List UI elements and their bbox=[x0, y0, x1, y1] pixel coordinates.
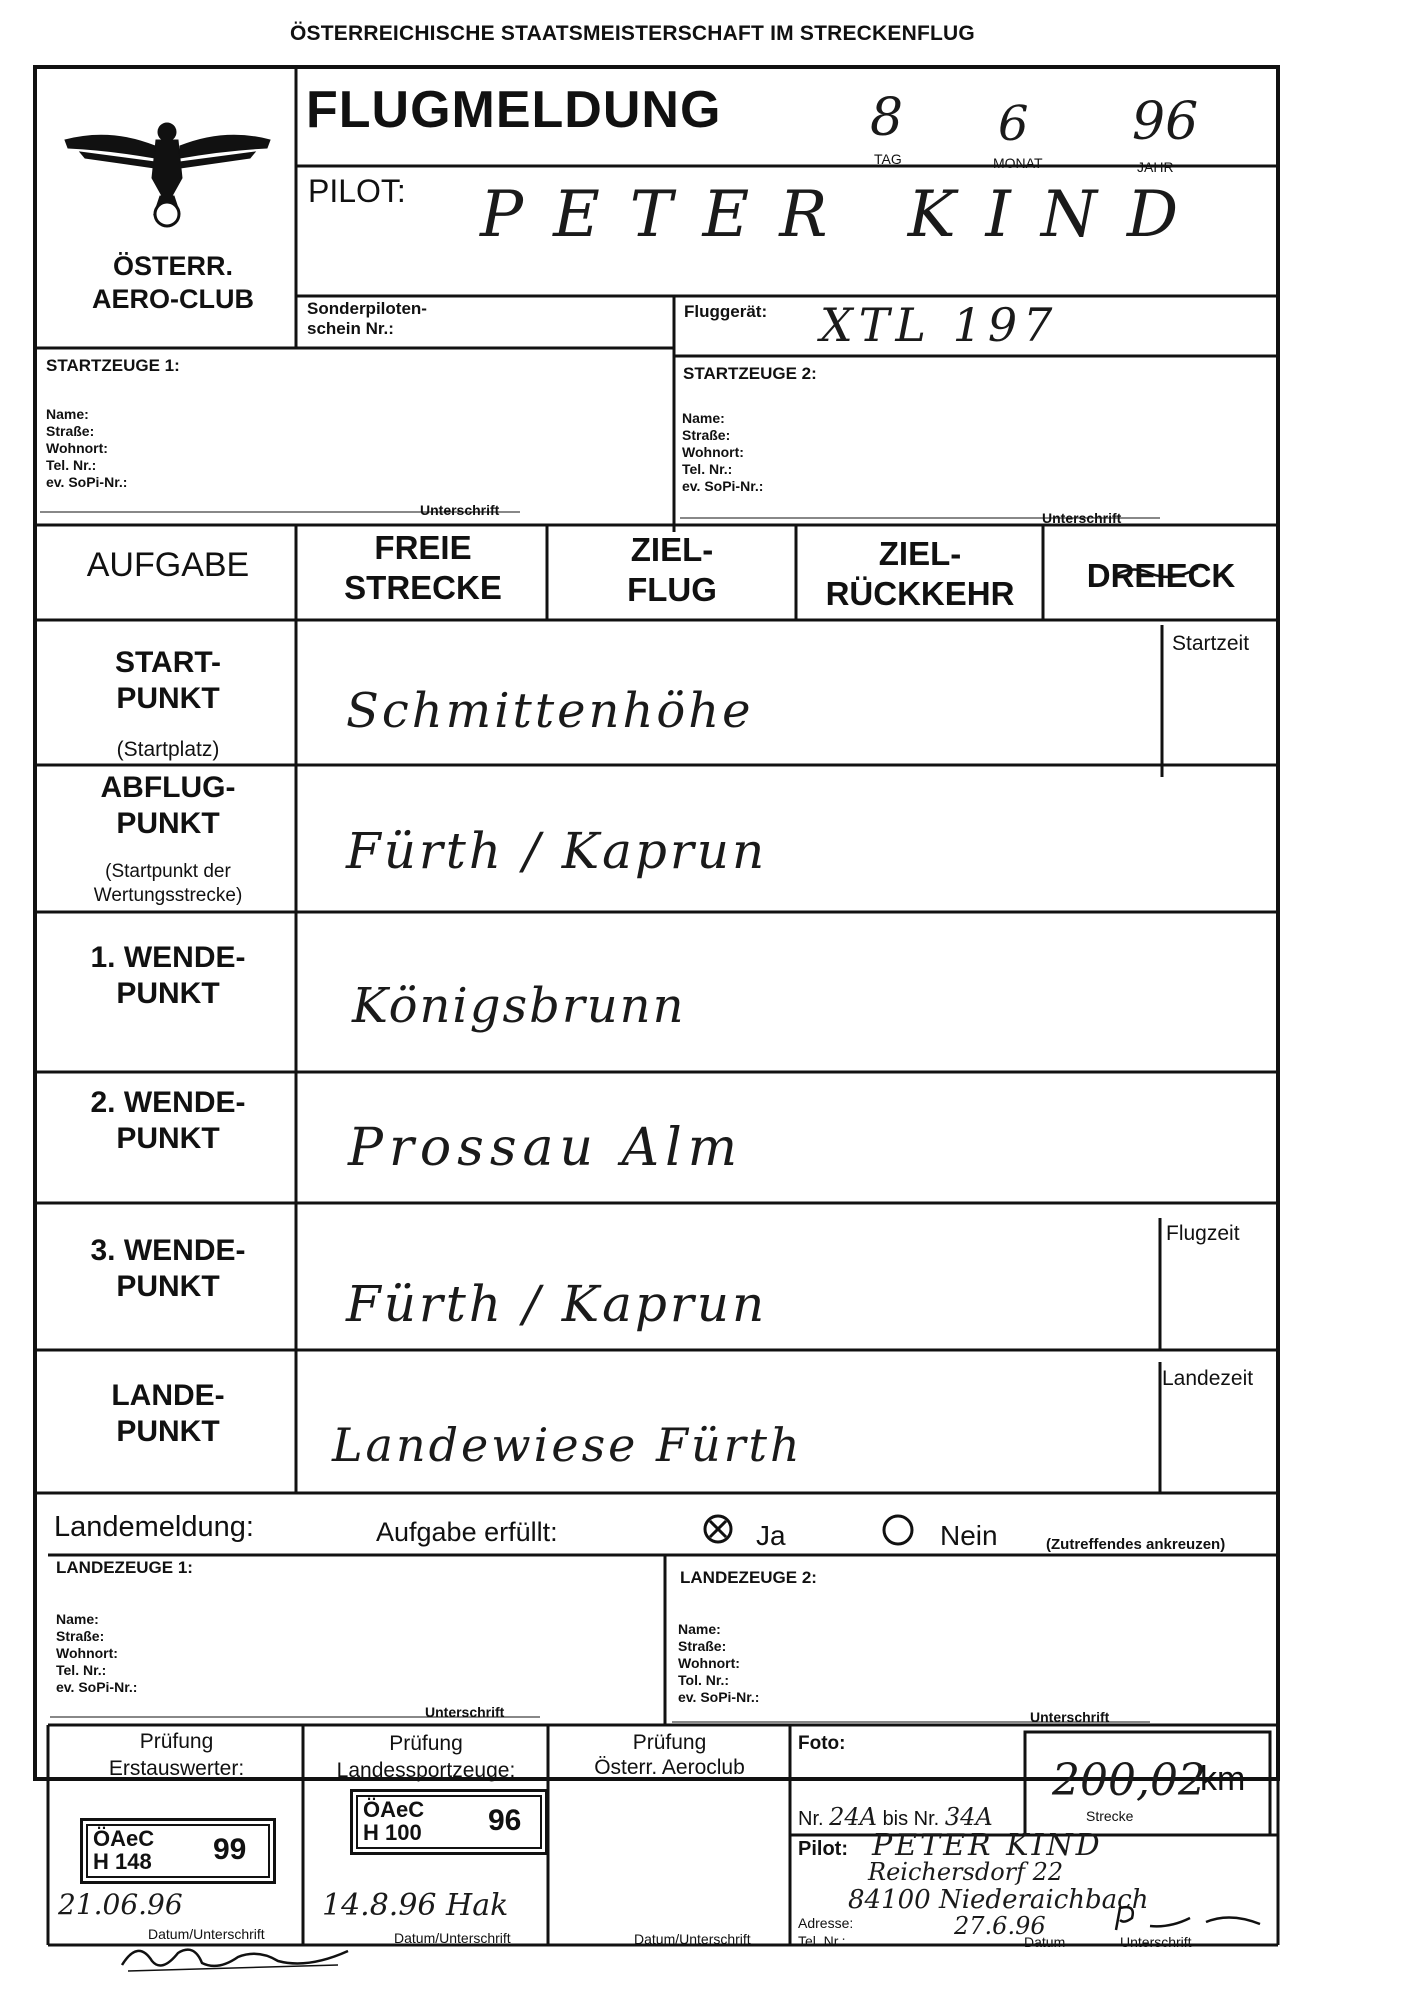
landezeuge1-field-sopi: ev. SoPi-Nr.: bbox=[56, 1679, 138, 1695]
wende1-label bbox=[40, 940, 296, 1012]
sonder-label-line2: schein Nr.: bbox=[307, 319, 394, 338]
strecke-label: Strecke bbox=[1086, 1808, 1134, 1824]
pruefung-lsz-line1: Prüfung bbox=[389, 1732, 463, 1755]
landezeuge2-field-strasse: Straße: bbox=[678, 1638, 727, 1654]
dreieck-checkmark-icon bbox=[1112, 562, 1202, 584]
landepunkt-label bbox=[40, 1378, 296, 1450]
ja-checkbox-checked-icon[interactable] bbox=[701, 1512, 735, 1546]
landezeuge2-field-sopi: ev. SoPi-Nr.: bbox=[678, 1689, 760, 1705]
startzeuge2-signature-label: Unterschrift bbox=[1042, 510, 1122, 526]
eagle-logo-icon bbox=[60, 118, 275, 238]
startzeuge2-field-strasse: Straße: bbox=[682, 427, 731, 443]
championship-title: ÖSTERREICHISCHE STAATSMEISTERSCHAFT IM STRECKENFLUG bbox=[290, 22, 975, 45]
abflugpunkt-sub-line1: (Startpunkt der bbox=[105, 861, 231, 882]
startzeuge1-field-name: Name: bbox=[46, 406, 89, 422]
datum-label: Datum bbox=[1024, 1934, 1066, 1950]
startzeuge2-field-tel: Tel. Nr.: bbox=[682, 461, 733, 477]
startzeuge1-field-tel: Tel. Nr.: bbox=[46, 457, 97, 473]
startzeuge1-signature-label: Unterschrift bbox=[420, 502, 500, 518]
date-month-label: MONAT bbox=[993, 155, 1043, 171]
distance-value: 200,02 bbox=[1052, 1755, 1206, 1806]
date-month-value: 6 bbox=[998, 96, 1029, 152]
landezeuge2-field-wohnort: Wohnort: bbox=[678, 1655, 740, 1671]
adresse-label: Adresse: bbox=[798, 1915, 854, 1931]
aufgabe-erfuellt-label: Aufgabe erfüllt: bbox=[376, 1517, 558, 1547]
wende2-value: Prossau Alm bbox=[348, 1118, 744, 1178]
startzeuge1-field-strasse: Straße: bbox=[46, 423, 95, 439]
sonderpilotenschein-label bbox=[307, 299, 427, 339]
wende2-label-line1: 2. WENDE- bbox=[90, 1086, 246, 1119]
foto-bis-label: bis Nr. bbox=[882, 1808, 940, 1830]
pilot-name-value: PETER KIND bbox=[480, 178, 1209, 252]
aufgabe-label: AUFGABE bbox=[86, 546, 250, 584]
startzeuge1-fields bbox=[46, 406, 127, 491]
foto-nr-to: 34A bbox=[944, 1803, 993, 1831]
startzeuge2-field-wohnort: Wohnort: bbox=[682, 444, 744, 460]
startpunkt-value: Schmittenhöhe bbox=[346, 683, 754, 739]
wende2-label bbox=[40, 1085, 296, 1157]
abflugpunkt-sub bbox=[40, 860, 296, 908]
club-name-line1: ÖSTERR. bbox=[112, 251, 233, 281]
erstauswerter-date: 21.06.96 bbox=[58, 1888, 183, 1921]
erst-datum-unterschrift-label: Datum/Unterschrift bbox=[148, 1926, 265, 1942]
landessportzeuge-date: 14.8.96 Hak bbox=[322, 1888, 509, 1923]
landezeuge2-signature-label: Unterschrift bbox=[1030, 1709, 1110, 1725]
startzeuge2-fields bbox=[682, 410, 763, 495]
foto-label: Foto: bbox=[798, 1733, 846, 1754]
unterschrift-label: Unterschrift bbox=[1120, 1934, 1192, 1950]
abflugpunkt-value: Fürth / Kaprun bbox=[346, 822, 768, 880]
startzeuge1-field-wohnort: Wohnort: bbox=[46, 440, 108, 456]
landepunkt-label-line2: PUNKT bbox=[116, 1415, 220, 1448]
aufgabe-option-dreieck: DREIECK bbox=[1086, 557, 1236, 594]
fluggeraet-label: Fluggerät: bbox=[684, 302, 768, 321]
pruefung-oeac-line1: Prüfung bbox=[632, 1731, 707, 1754]
stamp2-line1: ÖAeC bbox=[363, 1797, 425, 1822]
fluggeraet-value: XTL 197 bbox=[820, 298, 1059, 352]
startpunkt-label-line2: PUNKT bbox=[116, 682, 220, 715]
landezeuge1-field-name: Name: bbox=[56, 1611, 99, 1627]
oeac-datum-unterschrift-label: Datum/Unterschrift bbox=[634, 1931, 751, 1947]
startzeuge2-title: STARTZEUGE 2: bbox=[683, 364, 817, 383]
stamp1-line1: ÖAeC bbox=[93, 1826, 155, 1851]
aufgabe-opt2-line2: FLUG bbox=[627, 571, 717, 608]
wende3-label-line2: PUNKT bbox=[116, 1270, 220, 1303]
pruefung-landessportzeuge-label bbox=[304, 1730, 548, 1784]
pruefung-erst-line1: Prüfung bbox=[139, 1730, 214, 1753]
landezeuge1-title: LANDEZEUGE 1: bbox=[56, 1558, 193, 1577]
wende1-value: Königsbrunn bbox=[352, 978, 686, 1034]
club-name-line2: AERO-CLUB bbox=[92, 284, 254, 314]
stamp1-line2: H 148 bbox=[93, 1849, 152, 1874]
aufgabe-opt1-line2: STRECKE bbox=[344, 569, 502, 606]
landezeuge1-field-wohnort: Wohnort: bbox=[56, 1645, 118, 1661]
abflugpunkt-label bbox=[40, 770, 296, 842]
pilot-label: PILOT: bbox=[308, 173, 406, 209]
startzeuge1-field-sopi: ev. SoPi-Nr.: bbox=[46, 474, 128, 490]
startzeuge1-title: STARTZEUGE 1: bbox=[46, 356, 180, 375]
ja-label: Ja bbox=[756, 1520, 786, 1551]
landezeuge1-fields bbox=[56, 1611, 137, 1696]
landezeuge1-field-strasse: Straße: bbox=[56, 1628, 105, 1644]
pilot-box-label: Pilot: bbox=[798, 1838, 848, 1860]
pilot-box-address2: 84100 Niederaichbach bbox=[848, 1885, 1149, 1915]
pruefung-erst-line2: Erstauswerter: bbox=[108, 1757, 245, 1780]
distance-unit: km bbox=[1200, 1760, 1246, 1798]
wende3-label-line1: 3. WENDE- bbox=[90, 1234, 246, 1267]
aufgabe-option-freie-strecke bbox=[298, 528, 548, 608]
landezeit-label: Landezeit bbox=[1162, 1367, 1254, 1390]
stamp-h148 bbox=[80, 1818, 276, 1884]
startzeit-label: Startzeit bbox=[1172, 632, 1250, 655]
abflugpunkt-sub-line2: Wertungsstrecke) bbox=[93, 885, 243, 906]
landemeldung-label: Landemeldung: bbox=[54, 1511, 254, 1543]
startpunkt-label-line1: START- bbox=[114, 646, 222, 679]
pruefung-oeac-line2: Österr. Aeroclub bbox=[594, 1756, 745, 1779]
startpunkt-sub: (Startplatz) bbox=[116, 738, 220, 761]
startzeuge2-field-sopi: ev. SoPi-Nr.: bbox=[682, 478, 764, 494]
flugzeit-label: Flugzeit bbox=[1166, 1222, 1240, 1245]
wende1-label-line1: 1. WENDE- bbox=[90, 941, 246, 974]
landezeuge1-field-tel: Tel. Nr.: bbox=[56, 1662, 107, 1678]
landepunkt-label-line1: LANDE- bbox=[111, 1379, 225, 1412]
club-name bbox=[58, 250, 288, 316]
landepunkt-value: Landewiese Fürth bbox=[332, 1418, 803, 1472]
stamp1-number: 99 bbox=[213, 1833, 247, 1866]
wende1-label-line2: PUNKT bbox=[116, 977, 220, 1010]
wende3-label bbox=[40, 1233, 296, 1305]
aufgabe-opt1-line1: FREIE bbox=[374, 529, 472, 566]
tel-label: Tel. Nr.: bbox=[798, 1933, 846, 1949]
date-day-label: TAG bbox=[874, 151, 902, 167]
foto-nr-label: Nr. bbox=[798, 1808, 824, 1830]
pruefung-oeac-label bbox=[549, 1730, 790, 1780]
aufgabe-opt3-line1: ZIEL- bbox=[878, 535, 962, 572]
abflugpunkt-label-line1: ABFLUG- bbox=[100, 771, 236, 804]
aufgabe-opt2-line1: ZIEL- bbox=[630, 531, 714, 568]
abflugpunkt-label-line2: PUNKT bbox=[116, 807, 220, 840]
wende2-label-line2: PUNKT bbox=[116, 1122, 220, 1155]
landezeuge1-signature-label: Unterschrift bbox=[425, 1704, 505, 1720]
nein-label: Nein bbox=[940, 1520, 998, 1551]
pilot-box-name: PETER KIND bbox=[872, 1828, 1103, 1863]
wende3-value: Fürth / Kaprun bbox=[346, 1275, 768, 1333]
startpunkt-label bbox=[40, 645, 296, 717]
zutreffendes-hint: (Zutreffendes ankreuzen) bbox=[1046, 1536, 1226, 1553]
date-day-value: 8 bbox=[870, 88, 904, 148]
foto-nr-from: 24A bbox=[829, 1803, 877, 1831]
pruefung-lsz-line2: Landessportzeuge: bbox=[336, 1759, 516, 1782]
landezeuge2-title: LANDEZEUGE 2: bbox=[680, 1568, 817, 1587]
form-title: FLUGMELDUNG bbox=[306, 81, 722, 139]
stamp2-number: 96 bbox=[488, 1804, 522, 1837]
pruefung-erstauswerter-label bbox=[50, 1728, 303, 1782]
aufgabe-opt3-line2: RÜCKKEHR bbox=[825, 575, 1015, 612]
pilot-signature-icon bbox=[1110, 1900, 1270, 1938]
lsz-datum-unterschrift-label: Datum/Unterschrift bbox=[394, 1930, 511, 1946]
sonder-label-line1: Sonderpiloten- bbox=[307, 299, 427, 318]
landezeuge2-field-tel: Tol. Nr.: bbox=[678, 1672, 730, 1688]
nein-checkbox-icon[interactable] bbox=[880, 1512, 916, 1548]
landezeuge2-field-name: Name: bbox=[678, 1621, 721, 1637]
date-year-label: JAHR bbox=[1137, 159, 1174, 175]
startzeuge2-field-name: Name: bbox=[682, 410, 725, 426]
aufgabe-option-zielrueckkehr bbox=[797, 534, 1043, 614]
pilot-box-date: 27.6.96 bbox=[954, 1912, 1046, 1940]
aufgabe-option-zielflug bbox=[548, 530, 796, 610]
pilot-box-address1: Reichersdorf 22 bbox=[868, 1858, 1064, 1886]
date-year-value: 96 bbox=[1132, 92, 1199, 152]
landezeuge2-fields bbox=[678, 1621, 759, 1706]
stamp2-line2: H 100 bbox=[363, 1820, 422, 1845]
stamp-h100 bbox=[350, 1789, 548, 1855]
